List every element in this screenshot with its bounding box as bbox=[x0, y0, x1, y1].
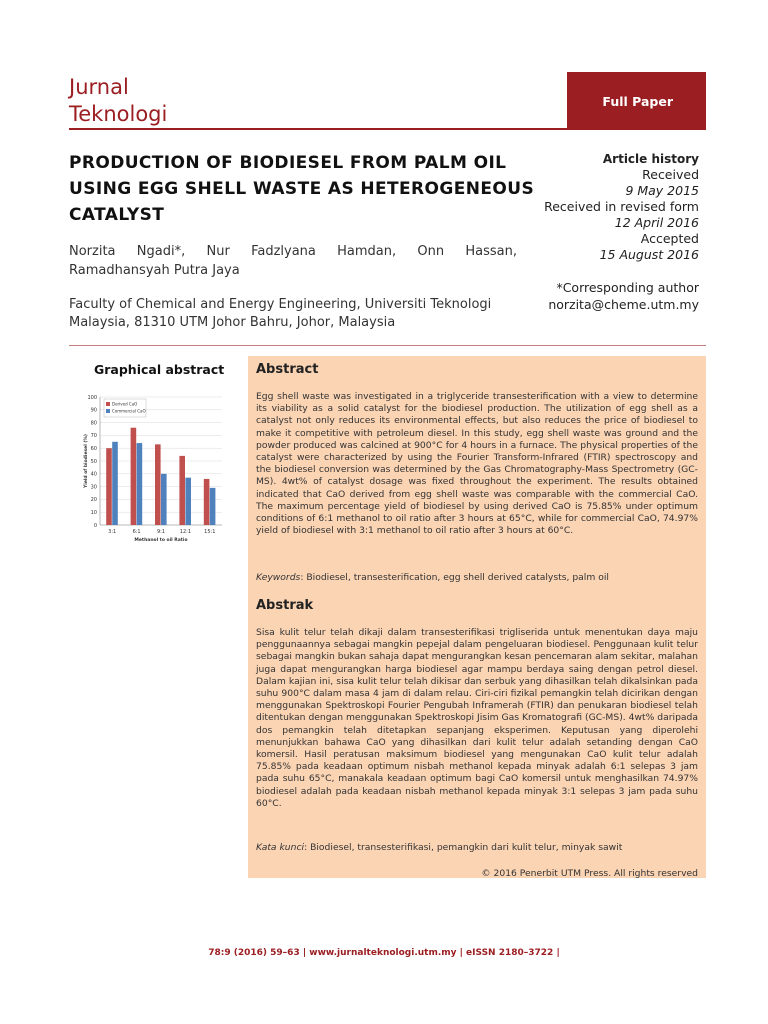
paper-title bbox=[69, 150, 535, 228]
corresponding-author bbox=[548, 279, 699, 313]
header-rule bbox=[69, 128, 706, 130]
legend-swatch bbox=[106, 402, 110, 406]
kata-kunci-text: : Biodiesel, transesterifikasi, pemangkin dari kulit telur, minyak sawit bbox=[304, 842, 623, 853]
title-line-2: USING EGG SHELL WASTE AS HETEROGENEOUS bbox=[69, 179, 535, 199]
abstract-text: Egg shell waste was investigated in a triglyceride transesterification with a view to determine its viability as a solid catalyst for the biodiesel production. The utilization of egg shell as a catalyst not only reduces its environmental effects, but also reduces the price of biodiesel to make it competitive with petroleum diesel. In this study, egg shell waste was ground and the powder produced was calcined at 900°C for 4 hours in a furnace. The physical properties of the catalyst were characterized by using the Fourier Transform-Infrared (FTIR) spectroscopy and the biodiesel conversion was determined by the Gas Chromatography-Mass Spectrometry (GC-MS). 4wt% of catalyst dosage was fixed throughout the experiment. The results obtained indicated that CaO derived from egg shell waste was comparable with the commercial CaO. The maximum percentage yield of biodiesel by using derived CaO is 75.85% under optimum conditions of 6:1 methanol to oil ratio after 3 hours at 65°C, while for commercial CaO, 74.97% yield of biodiesel with 3:1 methanol to oil ratio after 3 hours at 60°C. bbox=[256, 391, 698, 537]
affiliation-line-1: Faculty of Chemical and Energy Engineering, Universiti Teknologi bbox=[69, 297, 492, 312]
legend-label: Derived CaO bbox=[112, 401, 138, 407]
section-rule bbox=[69, 345, 706, 346]
authors bbox=[69, 242, 517, 280]
y-tick-label: 80 bbox=[90, 420, 97, 427]
authors-line-2: Ramadhansyah Putra Jaya bbox=[69, 263, 240, 278]
bar-commercial bbox=[161, 474, 167, 525]
x-tick-label: 3:1 bbox=[108, 529, 117, 535]
corresponding-label: *Corresponding author bbox=[556, 280, 699, 295]
y-tick-label: 0 bbox=[93, 522, 97, 529]
y-tick-label: 100 bbox=[87, 394, 97, 401]
y-tick-label: 40 bbox=[90, 471, 97, 478]
x-axis-label: Methanol to oil Ratio bbox=[134, 538, 188, 543]
y-tick-label: 20 bbox=[90, 497, 97, 504]
x-tick-label: 12:1 bbox=[179, 529, 192, 535]
bar-derived bbox=[204, 479, 210, 525]
received-label: Received bbox=[642, 167, 699, 182]
copyright: © 2016 Penerbit UTM Press. All rights reserved bbox=[481, 868, 698, 879]
y-tick-label: 30 bbox=[90, 484, 97, 491]
bar-commercial bbox=[112, 442, 118, 525]
y-tick-label: 50 bbox=[90, 458, 97, 465]
affiliation bbox=[69, 296, 521, 332]
y-tick-label: 90 bbox=[90, 407, 97, 414]
full-paper-badge bbox=[567, 72, 706, 129]
abstrak-text: Sisa kulit telur telah dikaji dalam transesterifikasi trigliserida untuk menentukan daya maju penggunaannya sebagai mangkin pepejal dalam pengeluaran biodiesel. Penggunaan kulit telur sebagai mangkin bukan sahaja dapat mengurangkan kesan pencemaran alam sekitar, malahan juga dapat mengurangkan harga biodiesel agar mampu berdaya saing dengan petrol diesel. Dalam kajian ini, sisa kulit telur telah dikisar dan serbuk yang dihasilkan telah dikalsinkan pada suhu 900°C dalam masa 4 jam di dalam relau. Ciri-ciri fizikal pemangkin telah dicirikan dengan menggunakan Spektroskopi Fourier Pengubah Inframerah (FTIR) dan penukaran biodiesel telah ditentukan dengan menggunakan Spektroskopi Jisim Gas Kromatografi (GC-MS). 4wt% daripada dos pemangkin telah ditetapkan sepanjang eksperimen. Keputusan yang diperolehi menunjukkan bahawa CaO yang dihasilkan dari kulit telur adalah setanding dengan CaO komersil. Hasil peratusan maksimum biodiesel yang mengunakan CaO kulit telur adalah 75.85% pada keadaan optimum nisbah methanol kepada minyak adalah 6:1 selepas 3 jam pada suhu 65°C, manakala keadaan optimum bagi CaO komersil untuk menghasilkan 74.97% biodiesel adalah pada keadaan nisbah methanol kepada minyak 3:1 selepas 3 jam pada suhu 60°C. bbox=[256, 627, 698, 809]
bar-commercial bbox=[185, 478, 191, 525]
legend-label: Commercial CaO bbox=[112, 408, 146, 414]
keywords-label: Keywords bbox=[256, 572, 301, 583]
revised-date: 12 April 2016 bbox=[614, 215, 699, 230]
journal-name-line2: Teknologi bbox=[69, 102, 168, 126]
authors-line-1: Norzita Ngadi*, Nur Fadzlyana Hamdan, Onn Hassan, bbox=[69, 244, 517, 259]
y-tick-label: 70 bbox=[90, 433, 97, 440]
title-line-3: CATALYST bbox=[69, 205, 165, 225]
abstrak-heading: Abstrak bbox=[256, 598, 314, 613]
abstract-heading: Abstract bbox=[256, 362, 319, 377]
received-date: 9 May 2015 bbox=[625, 183, 699, 198]
y-tick-label: 60 bbox=[90, 446, 97, 452]
x-tick-label: 9:1 bbox=[156, 529, 166, 535]
y-tick-label: 10 bbox=[90, 510, 97, 516]
footer-citation: 78:9 (2016) 59–63 | www.jurnalteknologi.utm.my | eISSN 2180–3722 | bbox=[208, 948, 560, 958]
abstrak-keywords bbox=[256, 842, 698, 854]
keywords-text: : Biodiesel, transesterification, egg shell derived catalysts, palm oil bbox=[300, 572, 609, 583]
article-history bbox=[544, 151, 699, 263]
accepted-label: Accepted bbox=[640, 231, 699, 246]
title-line-1: PRODUCTION OF BIODIESEL FROM PALM OIL bbox=[69, 153, 507, 173]
bar-derived bbox=[155, 444, 161, 525]
legend-swatch bbox=[106, 409, 110, 413]
corresponding-email[interactable]: norzita@cheme.utm.my bbox=[548, 297, 699, 312]
bar-commercial bbox=[210, 488, 216, 525]
history-heading: Article history bbox=[602, 152, 699, 166]
graphical-abstract-heading: Graphical abstract bbox=[94, 362, 225, 377]
bar-derived bbox=[179, 456, 185, 525]
bar-derived bbox=[131, 428, 137, 525]
y-axis-label: Yield of biodiesel (%) bbox=[84, 434, 89, 488]
journal-name bbox=[69, 74, 167, 128]
revised-label: Received in revised form bbox=[544, 199, 699, 214]
bar-derived bbox=[106, 448, 112, 525]
x-tick-label: 6:1 bbox=[132, 529, 141, 535]
x-tick-label: 15:1 bbox=[204, 529, 216, 535]
full-paper-label: Full Paper bbox=[602, 94, 673, 109]
accepted-date: 15 August 2016 bbox=[599, 247, 699, 262]
abstract-keywords bbox=[256, 572, 698, 584]
graphical-abstract-chart bbox=[82, 385, 232, 585]
journal-name-line1: Jurnal bbox=[69, 75, 129, 99]
bar-commercial bbox=[137, 443, 143, 525]
kata-kunci-label: Kata kunci bbox=[256, 842, 305, 853]
affiliation-line-2: Malaysia, 81310 UTM Johor Bahru, Johor, Malaysia bbox=[69, 315, 396, 330]
